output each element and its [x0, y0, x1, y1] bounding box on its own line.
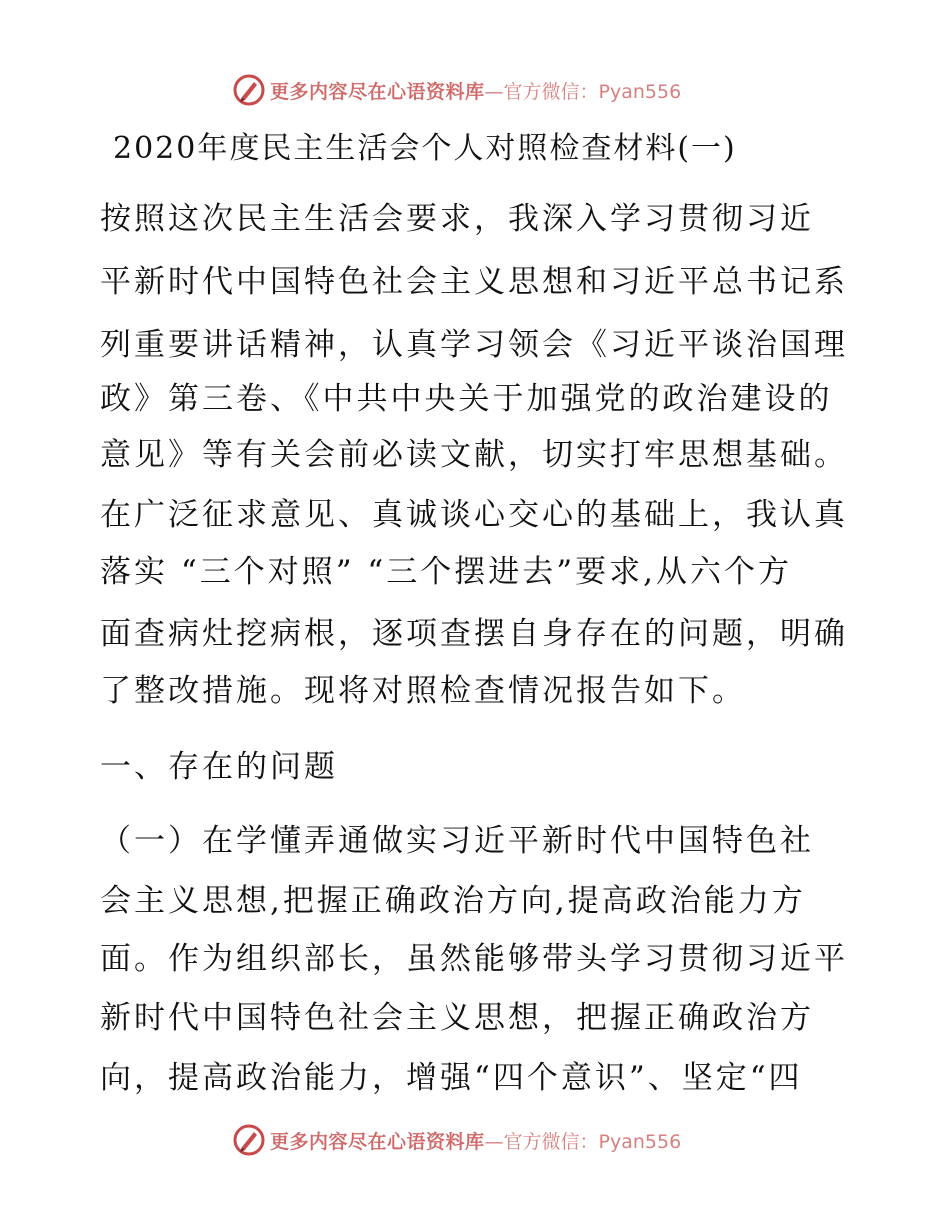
- body-line: 按照这次民主生活会要求，我深入学习贯彻习近: [100, 201, 814, 237]
- body-line: 列重要讲话精神，认真学习领会《习近平谈治国理: [100, 327, 848, 363]
- body-line: 平新时代中国特色社会主义思想和习近平总书记系: [100, 264, 848, 300]
- watermark-wechat: —官方微信：Pyan556: [484, 80, 682, 103]
- pen-logo-icon: [232, 73, 266, 107]
- watermark-footer: [232, 1120, 681, 1160]
- section-heading: 一、存在的问题: [100, 749, 338, 785]
- body-line: 面。作为组织部长，虽然能够带头学习贯彻习近平: [100, 941, 848, 977]
- watermark-text: 更多内容尽在心语资料库: [270, 1130, 485, 1153]
- subsection-heading: （一）在学懂弄通做实习近平新时代中国特色社: [100, 823, 814, 859]
- body-line: 面查病灶挖病根，逐项查摆自身存在的问题，明确: [100, 616, 848, 652]
- body-line: 在广泛征求意见、真诚谈心交心的基础上，我认真: [100, 497, 848, 533]
- pen-logo-icon: [232, 1123, 266, 1157]
- body-line: 落实 “三个对照” “三个摆进去”要求,从六个方: [100, 554, 792, 590]
- watermark-wechat: —官方微信：Pyan556: [484, 1130, 682, 1153]
- body-line: 新时代中国特色社会主义思想，把握正确政治方: [100, 1000, 814, 1036]
- body-line: 会主义思想,把握正确政治方向,提高政治能力方: [100, 883, 806, 919]
- body-line: 政》第三卷、《中共中央关于加强党的政治建设的: [100, 381, 833, 417]
- document-title: 2020年度民主生活会个人对照检查材料(一): [113, 131, 737, 166]
- body-line: 了整改措施。现将对照检查情况报告如下。: [100, 673, 746, 709]
- body-line: 向，提高政治能力，增强“四个意识”、坚定“四: [100, 1060, 803, 1096]
- body-line: 意见》等有关会前必读文献，切实打牢思想基础。: [100, 437, 848, 473]
- watermark-text: 更多内容尽在心语资料库: [270, 80, 485, 103]
- watermark-header: [232, 70, 681, 110]
